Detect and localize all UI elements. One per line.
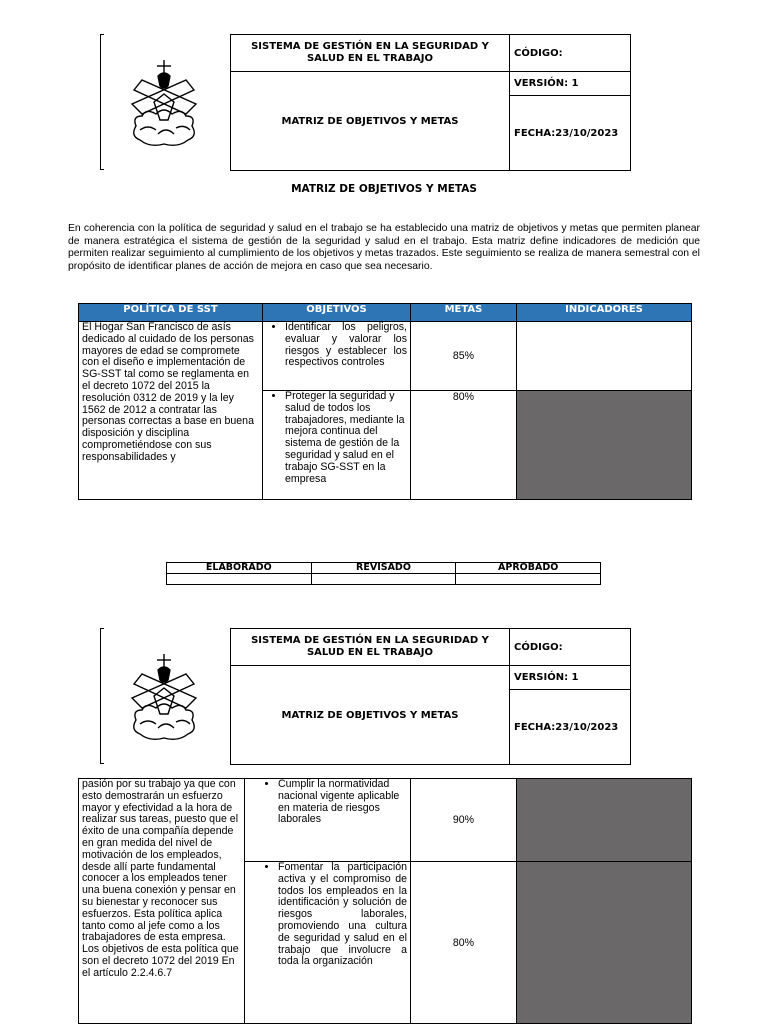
objectives-table xyxy=(78,303,692,500)
col-header-indicators: INDICADORES xyxy=(517,304,692,322)
indicator-cell xyxy=(517,862,692,1024)
table-row xyxy=(79,779,692,862)
goal-value: 80% xyxy=(411,862,517,1024)
doc-title: MATRIZ DE OBJETIVOS Y METAS xyxy=(231,666,510,765)
logo-icon xyxy=(128,648,200,744)
page-title: MATRIZ DE OBJETIVOS Y METAS xyxy=(291,183,477,195)
header-table xyxy=(230,34,631,171)
intro-paragraph: En coherencia con la política de seguridad y salud en el trabajo se ha establecido una matriz de objetivos y metas que permiten planear de manera estratégica el sistema de gestión de la seguridad y salud en el trabajo. Esta matriz define indicadores de medición que permiten realizar seguimiento al cumplimiento de los objetivos y metas trazados. Este seguimiento se realiza de manera semestral con el propósito de identificar planes de acción de mejora en caso que sea necesario. xyxy=(68,223,700,272)
elaborated-label: ELABORADO xyxy=(167,563,312,574)
objective-cell xyxy=(245,779,411,862)
version-label: VERSIÓN: 1 xyxy=(510,666,631,690)
elaborated-field xyxy=(167,574,312,585)
doc-title: MATRIZ DE OBJETIVOS Y METAS xyxy=(231,72,510,171)
header-table xyxy=(230,628,631,765)
version-label: VERSIÓN: 1 xyxy=(510,72,631,96)
signature-table xyxy=(166,562,601,585)
objective-item: • Fomentar la participación activa y el compromiso de todos los empleados en la identificación y solución de riesgos laborales, promoviendo una cultura de seguridad y salud en el trabajo que involucre a toda la organización xyxy=(278,862,407,968)
objective-cell xyxy=(263,391,411,500)
col-header-objectives: OBJETIVOS xyxy=(263,304,411,322)
indicator-cell xyxy=(517,779,692,862)
policy-text: El Hogar San Francisco de asís dedicado al cuidado de los personas mayores de edad se compromete con el diseño e implementación de SG-SST tal como se reglamenta en el decreto 1072 del 2015 la resolución 0312 de 2019 y la ley 1562 de 2012 a contratar las personas correctas a base en buena disposición y disciplina comprometiéndose con sus responsabilidades y xyxy=(79,322,263,500)
table-row xyxy=(79,322,692,391)
table-continuation-clip xyxy=(0,778,768,1024)
system-title: SISTEMA DE GESTIÓN EN LA SEGURIDAD Y SALUD EN EL TRABAJO xyxy=(231,629,510,666)
goal-value: 80% xyxy=(411,391,517,500)
objectives-table-continued xyxy=(78,778,692,1024)
policy-text: pasión por su trabajo ya que con esto demostrarán un esfuerzo mayor y efectividad a la hora de realizar sus tareas, puesto que el éxito de una compañía depende en gran medida del nivel de motivación de los empleados, desde allí parte fundamental conocer a los empleados tener una buena conexión y pensar en su bienestar y reconocer sus esfuerzos. Esta política aplica tanto como al jefe como a los trabajadores de esta empresa. Los objetivos de esta política que son el decreto 1072 del 2019 En el artículo 2.2.4.6.7 xyxy=(79,779,245,1024)
goal-value: 90% xyxy=(411,779,517,862)
document-header xyxy=(100,34,626,170)
logo-icon xyxy=(128,54,200,150)
objective-cell xyxy=(263,322,411,391)
approved-field xyxy=(456,574,601,585)
indicator-cell xyxy=(517,391,692,500)
indicator-cell xyxy=(517,322,692,391)
reviewed-field xyxy=(311,574,456,585)
col-header-goals: METAS xyxy=(411,304,517,322)
objective-item: • Proteger la seguridad y salud de todos los trabajadores, mediante la mejora continua del sistema de gestión de la seguridad y salud en el trabajo SG-SST en la empresa xyxy=(285,391,407,485)
objective-item: • Identificar los peligros, evaluar y valorar los riesgos y establecer los respectivos controles xyxy=(285,322,407,369)
date-label: FECHA:23/10/2023 xyxy=(510,96,631,171)
approved-label: APROBADO xyxy=(456,563,601,574)
goal-value: 85% xyxy=(411,322,517,391)
code-label: CÓDIGO: xyxy=(510,35,631,72)
system-title: SISTEMA DE GESTIÓN EN LA SEGURIDAD Y SALUD EN EL TRABAJO xyxy=(231,35,510,72)
objective-cell xyxy=(245,862,411,1024)
objective-item: • Cumplir la normatividad nacional vigente aplicable en materia de riesgos laborales xyxy=(278,779,407,826)
code-label: CÓDIGO: xyxy=(510,629,631,666)
document-header xyxy=(100,628,626,764)
col-header-policy: POLÍTICA DE SST xyxy=(79,304,263,322)
reviewed-label: REVISADO xyxy=(311,563,456,574)
date-label: FECHA:23/10/2023 xyxy=(510,690,631,765)
